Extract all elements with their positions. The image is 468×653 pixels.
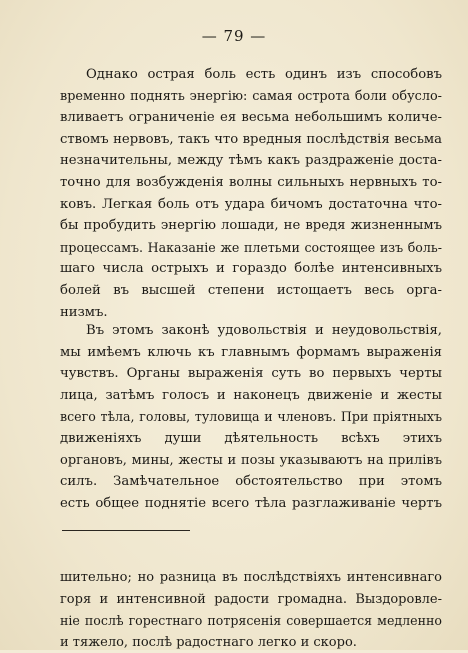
footnote-divider (62, 530, 190, 531)
footnote (60, 567, 442, 653)
text-line: вливаетъ ограниченіе ея весьма небольшимъ количе- (60, 110, 442, 126)
text-line: шительно; но разница въ послѣдствіяхъ интенсивнаго (60, 570, 442, 585)
text-line: точно для возбужденія волны сильныхъ нервныхъ то- (60, 174, 442, 190)
text-line: временно поднять энергію: самая острота боли обусло- (60, 88, 442, 104)
paragraph-1 (60, 64, 442, 323)
text-line: болей въ высшей степени истощаетъ весь орга- (60, 282, 442, 298)
text-line: ковъ. Легкая боль отъ удара бичомъ достаточна что- (60, 196, 442, 212)
text-line: движеніяхъ души дѣятельность всѣхъ этихъ (60, 430, 442, 446)
text-line: ніе послѣ горестнаго потрясенія совершается медленно (60, 613, 442, 629)
text-line: чувствъ. Органы выраженія суть во первыхъ черты (60, 366, 442, 382)
text-line: низмъ. (60, 304, 108, 320)
text-line: Однако острая боль есть одинъ изъ способовъ (86, 67, 442, 82)
text-line: силъ. Замѣчательное обстоятельство при этомъ (60, 474, 442, 490)
paragraph-2 (60, 320, 442, 514)
text-line: ствомъ нервовъ, такъ что вредныя послѣдствія весьма (60, 131, 442, 147)
text-line: горя и интенсивной радости громадна. Выздоровле- (60, 591, 442, 607)
text-line: всего тѣла, головы, туловища и членовъ. При пріятныхъ (60, 409, 442, 425)
text-line: мы имѣемъ ключь къ главнымъ формамъ выраженія (60, 344, 442, 360)
text-line: Въ этомъ законѣ удовольствія и неудовольствія, (86, 323, 442, 338)
text-line: бы пробудить энергію лошади, не вредя жизненнымъ (60, 218, 442, 234)
text-line: и тяжело, послѣ радостнаго легко и скоро. (60, 634, 357, 650)
text-line: шаго числа острыхъ и гораздо болѣе интенсивныхъ (60, 261, 442, 277)
text-line: есть общее поднятіе всего тѣла разглаживаніе чертъ (60, 495, 442, 511)
text-line: лица, затѣмъ голосъ и наконецъ движеніе и жесты (60, 387, 442, 403)
page-number: — 79 — (201, 27, 267, 45)
text-line: органовъ, мины, жесты и позы указываютъ на прилівъ (60, 452, 442, 468)
text-line: незначительны, между тѣмъ какъ раздраженіе доста- (60, 153, 442, 169)
text-line: процессамъ. Наказаніе же плетьми состоящее изъ боль- (60, 239, 442, 255)
